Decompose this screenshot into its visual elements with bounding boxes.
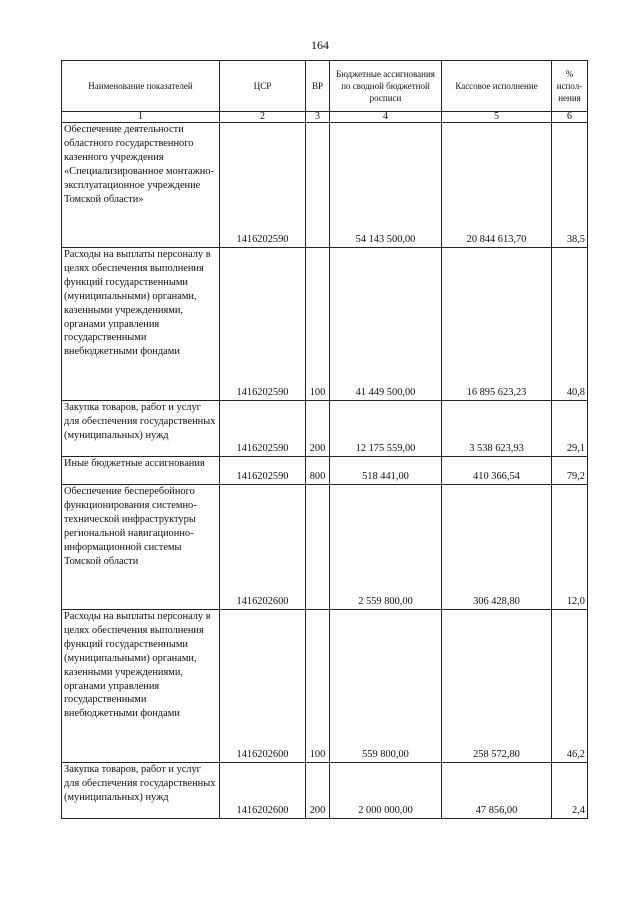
row-csr: 1416202600 xyxy=(220,485,306,610)
row-csr: 1416202600 xyxy=(220,610,306,763)
table-row xyxy=(62,248,588,401)
row-cash: 258 572,80 xyxy=(442,610,552,763)
row-csr: 1416202590 xyxy=(220,401,306,457)
budget-execution-table xyxy=(61,60,588,819)
column-number: 1 xyxy=(62,112,220,123)
row-name: Расходы на выплаты персоналу в целях обеспечения выполнения функций государственными (муниципальными) органами, казенными учреждениями, органами управления государственными внебюджетными фондами xyxy=(62,610,220,763)
row-vr: 200 xyxy=(306,763,330,819)
row-pct: 38,5 xyxy=(552,123,588,248)
row-cash: 20 844 613,70 xyxy=(442,123,552,248)
row-pct: 79,2 xyxy=(552,457,588,485)
row-budget: 54 143 500,00 xyxy=(330,123,442,248)
column-number: 5 xyxy=(442,112,552,123)
table-row xyxy=(62,401,588,457)
row-cash: 3 538 623,93 xyxy=(442,401,552,457)
row-pct: 12,0 xyxy=(552,485,588,610)
row-pct: 40,8 xyxy=(552,248,588,401)
row-vr: 100 xyxy=(306,248,330,401)
row-vr xyxy=(306,123,330,248)
row-name: Иные бюджетные ассигнования xyxy=(62,457,220,485)
row-cash: 16 895 623,23 xyxy=(442,248,552,401)
row-pct: 29,1 xyxy=(552,401,588,457)
table-row xyxy=(62,485,588,610)
header-cash: Кассовое исполнение xyxy=(442,61,552,112)
column-number: 2 xyxy=(220,112,306,123)
row-budget: 12 175 559,00 xyxy=(330,401,442,457)
table-header-row xyxy=(62,61,588,112)
header-csr: ЦСР xyxy=(220,61,306,112)
row-csr: 1416202590 xyxy=(220,248,306,401)
row-cash: 306 428,80 xyxy=(442,485,552,610)
column-number: 3 xyxy=(306,112,330,123)
column-number: 4 xyxy=(330,112,442,123)
row-name: Обеспечение деятельности областного государственного казенного учреждения «Специализированное монтажно-эксплуатационное учреждение Томской области» xyxy=(62,123,220,248)
table-row xyxy=(62,123,588,248)
row-budget: 518 441,00 xyxy=(330,457,442,485)
row-name: Закупка товаров, работ и услуг для обеспечения государственных (муниципальных) нужд xyxy=(62,763,220,819)
row-vr: 200 xyxy=(306,401,330,457)
row-vr xyxy=(306,485,330,610)
row-name: Расходы на выплаты персоналу в целях обеспечения выполнения функций государственными (муниципальными) органами, казенными учреждениями, органами управления государственными внебюджетными фондами xyxy=(62,248,220,401)
row-cash: 47 856,00 xyxy=(442,763,552,819)
row-csr: 1416202590 xyxy=(220,123,306,248)
table-row xyxy=(62,610,588,763)
header-vr: ВР xyxy=(306,61,330,112)
row-pct: 46,2 xyxy=(552,610,588,763)
column-number: 6 xyxy=(552,112,588,123)
page-number: 164 xyxy=(311,38,329,52)
column-number-row xyxy=(62,112,588,123)
table-row xyxy=(62,763,588,819)
row-vr: 100 xyxy=(306,610,330,763)
row-budget: 559 800,00 xyxy=(330,610,442,763)
row-csr: 1416202600 xyxy=(220,763,306,819)
header-name: Наименование показателей xyxy=(62,61,220,112)
table-row xyxy=(62,457,588,485)
row-budget: 2 559 800,00 xyxy=(330,485,442,610)
row-budget: 2 000 000,00 xyxy=(330,763,442,819)
header-pct: % испол-нения xyxy=(552,61,588,112)
row-name: Обеспечение бесперебойного функционирования системно-технической инфраструктуры региональной навигационно-информационной системы Томской области xyxy=(62,485,220,610)
row-csr: 1416202590 xyxy=(220,457,306,485)
header-budget: Бюджетные ассигнования по сводной бюджетной росписи xyxy=(330,61,442,112)
row-vr: 800 xyxy=(306,457,330,485)
row-pct: 2,4 xyxy=(552,763,588,819)
row-cash: 410 366,54 xyxy=(442,457,552,485)
row-name: Закупка товаров, работ и услуг для обеспечения государственных (муниципальных) нужд xyxy=(62,401,220,457)
row-budget: 41 449 500,00 xyxy=(330,248,442,401)
